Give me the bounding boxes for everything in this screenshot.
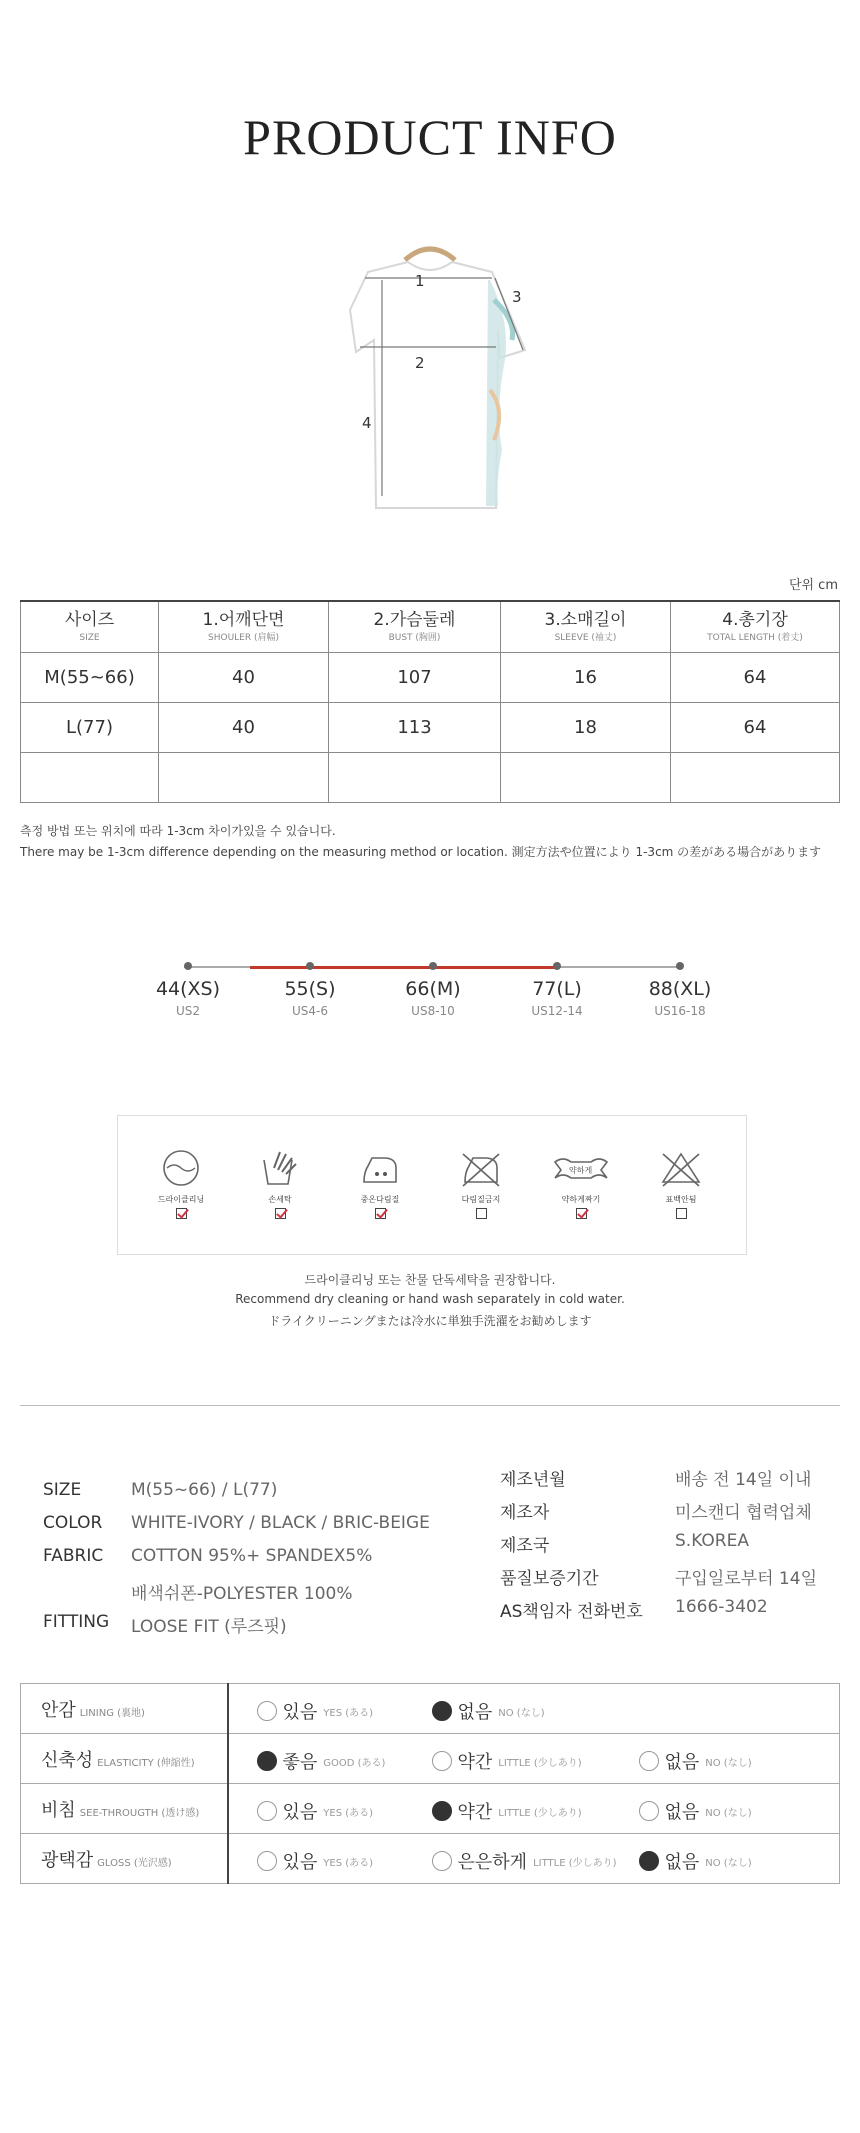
spec-label: 제조년월 <box>500 1470 566 1490</box>
feel-option: 있음 YES (ある) <box>257 1848 374 1874</box>
spec-value: M(55~66) / L(77) <box>131 1480 278 1500</box>
care-text-jp: ドライクリーニングまたは冷水に単独手洗濯をお勧めします <box>268 1314 592 1328</box>
scale-us-label: US16-18 <box>654 1004 706 1018</box>
scale-size-label: 55(S) <box>284 978 336 1000</box>
feel-options <box>228 1784 840 1834</box>
radio-button <box>432 1701 452 1721</box>
table-row <box>21 652 840 702</box>
scale-us-label: US4-6 <box>292 1004 328 1018</box>
care-checkbox <box>576 1208 587 1219</box>
table-cell: L(77) <box>21 702 159 752</box>
no-bleach-icon <box>659 1148 703 1188</box>
radio-button <box>257 1851 277 1871</box>
feel-name: 비침 SEE-THROUGTH (透け感) <box>21 1784 228 1834</box>
feel-row-lining <box>21 1684 840 1734</box>
feel-option: 없음 NO (なし) <box>639 1748 752 1774</box>
iron-medium-icon <box>358 1148 402 1188</box>
table-cell: 40 <box>159 702 329 752</box>
care-item: 중온다림질 <box>345 1148 415 1219</box>
spec-value: 배송 전 14일 이내 <box>675 1470 812 1490</box>
feel-options <box>228 1734 840 1784</box>
feel-option: 없음 NO (なし) <box>639 1798 752 1824</box>
feel-option: 은은하게 LITTLE (少しあり) <box>432 1848 617 1874</box>
feel-name: 신축성 ELASTICITY (伸縮性) <box>21 1734 228 1784</box>
radio-button <box>432 1851 452 1871</box>
radio-button <box>257 1751 277 1771</box>
care-item: 드라이클리닝 <box>146 1148 216 1219</box>
care-item: 약하게 약하게짜기 <box>546 1148 616 1219</box>
radio-button <box>639 1851 659 1871</box>
scale-size-label: 77(L) <box>532 978 582 1000</box>
spec-value: COTTON 95%+ SPANDEX5% <box>131 1546 373 1566</box>
no-iron-icon <box>459 1148 503 1188</box>
scale-us-label: US8-10 <box>411 1004 455 1018</box>
scale-size-label: 66(M) <box>405 978 461 1000</box>
scale-dot <box>553 962 561 970</box>
unit-label: 단위 cm <box>788 578 838 593</box>
scale-dot <box>429 962 437 970</box>
table-cell <box>159 752 329 802</box>
care-checkbox <box>476 1208 487 1219</box>
spec-value: WHITE-IVORY / BLACK / BRIC-BEIGE <box>131 1513 430 1533</box>
table-cell: 113 <box>329 702 501 752</box>
feel-row-gloss <box>21 1834 840 1884</box>
radio-button <box>432 1751 452 1771</box>
gentle-wring-icon-text: 약하게 <box>569 1166 593 1175</box>
spec-label: AS책임자 전화번호 <box>500 1602 643 1622</box>
care-item: 손세탁 <box>245 1148 315 1219</box>
feel-option: 좋음 GOOD (ある) <box>257 1748 386 1774</box>
header-bust: 2.가슴둘레 BUST (胸囲) <box>329 601 501 652</box>
scale-point <box>260 950 360 1018</box>
care-checkbox <box>275 1208 286 1219</box>
size-table <box>20 600 840 803</box>
table-cell <box>671 752 840 802</box>
care-checkbox <box>375 1208 386 1219</box>
scale-us-label: US12-14 <box>531 1004 583 1018</box>
feel-name: 광택감 GLOSS (光沢感) <box>21 1834 228 1884</box>
scale-dot <box>306 962 314 970</box>
radio-button <box>257 1801 277 1821</box>
care-panel <box>117 1115 747 1255</box>
scale-dot <box>676 962 684 970</box>
spec-value: 구입일로부터 14일 <box>675 1569 817 1589</box>
care-item: 표백안됨 <box>646 1148 716 1219</box>
feel-options <box>228 1684 840 1734</box>
feel-option: 있음 YES (ある) <box>257 1698 374 1724</box>
care-checkbox <box>176 1208 187 1219</box>
size-scale <box>140 950 720 1040</box>
measure-label-4: 4 <box>362 414 372 432</box>
section-divider <box>20 1405 840 1406</box>
table-cell: M(55~66) <box>21 652 159 702</box>
spec-label: FABRIC <box>43 1546 104 1566</box>
gentle-wring-icon <box>551 1148 611 1188</box>
feel-row-elasticity <box>21 1734 840 1784</box>
table-cell <box>501 752 671 802</box>
spec-value: S.KOREA <box>675 1531 749 1551</box>
radio-button <box>257 1701 277 1721</box>
feel-option: 약간 LITTLE (少しあり) <box>432 1748 582 1774</box>
spec-label: SIZE <box>43 1480 82 1500</box>
scale-size-label: 88(XL) <box>648 978 712 1000</box>
spec-value: LOOSE FIT (루즈핏) <box>131 1617 287 1637</box>
care-text-kr: 드라이클리닝 또는 찬물 단독세탁을 권장합니다. <box>304 1273 556 1287</box>
header-shoulder: 1.어깨단면 SHOULER (肩幅) <box>159 601 329 652</box>
care-item: 다림질금지 <box>446 1148 516 1219</box>
header-size: 사이즈 SIZE <box>21 601 159 652</box>
spec-label: 제조국 <box>500 1536 550 1556</box>
feel-option: 약간 LITTLE (少しあり) <box>432 1798 582 1824</box>
scale-us-label: US2 <box>175 1004 201 1018</box>
table-cell: 64 <box>671 652 840 702</box>
radio-button <box>639 1751 659 1771</box>
radio-button <box>639 1801 659 1821</box>
care-text-en: Recommend dry cleaning or hand wash separately in cold water. <box>235 1292 625 1306</box>
scale-point <box>383 950 483 1018</box>
feel-name: 안감 LINING (裏地) <box>21 1684 228 1734</box>
measure-label-2: 2 <box>415 354 425 372</box>
page-title: PRODUCT INFO <box>243 109 617 165</box>
hand-wash-icon <box>258 1148 302 1188</box>
table-cell <box>329 752 501 802</box>
header-sleeve: 3.소매길이 SLEEVE (袖丈) <box>501 601 671 652</box>
table-cell <box>21 752 159 802</box>
scale-dot <box>184 962 192 970</box>
feel-option: 없음 NO (なし) <box>639 1848 752 1874</box>
feel-option: 없음 NO (なし) <box>432 1698 545 1724</box>
measure-label-1: 1 <box>415 272 425 290</box>
garment-measurement-image <box>320 240 540 520</box>
spec-value: 1666-3402 <box>675 1597 768 1617</box>
measure-note-en: There may be 1-3cm difference depending on the measuring method or location. 測定方法や位置により 1-3cm の差がある場合があります <box>20 845 822 859</box>
spec-label: 제조자 <box>500 1503 550 1523</box>
table-cell: 64 <box>671 702 840 752</box>
radio-button <box>432 1801 452 1821</box>
table-cell: 16 <box>501 652 671 702</box>
care-checkbox <box>676 1208 687 1219</box>
feel-options <box>228 1834 840 1884</box>
table-cell: 40 <box>159 652 329 702</box>
spec-value: 미스캔디 협력업체 <box>675 1503 812 1523</box>
spec-value: 배색쉬폰-POLYESTER 100% <box>131 1584 353 1604</box>
measure-note-kr: 측정 방법 또는 위치에 따라 1-3cm 차이가있을 수 있습니다. <box>20 824 336 838</box>
table-row <box>21 702 840 752</box>
specs-left <box>43 1480 443 1660</box>
scale-point <box>630 950 730 1018</box>
header-total-length: 4.총기장 TOTAL LENGTH (着丈) <box>671 601 840 652</box>
scale-size-label: 44(XS) <box>155 978 221 1000</box>
dry-cleaning-icon <box>159 1148 203 1188</box>
fabric-feel-table <box>20 1683 840 1884</box>
specs-right <box>500 1465 840 1645</box>
spec-label: 품질보증기간 <box>500 1569 599 1589</box>
feel-row-see-through <box>21 1784 840 1834</box>
table-row <box>21 752 840 802</box>
measure-label-3: 3 <box>512 288 522 306</box>
scale-point <box>507 950 607 1018</box>
feel-option: 있음 YES (ある) <box>257 1798 374 1824</box>
scale-point <box>138 950 238 1018</box>
table-cell: 18 <box>501 702 671 752</box>
table-cell: 107 <box>329 652 501 702</box>
spec-label: FITTING <box>43 1612 110 1632</box>
spec-label: COLOR <box>43 1513 103 1533</box>
